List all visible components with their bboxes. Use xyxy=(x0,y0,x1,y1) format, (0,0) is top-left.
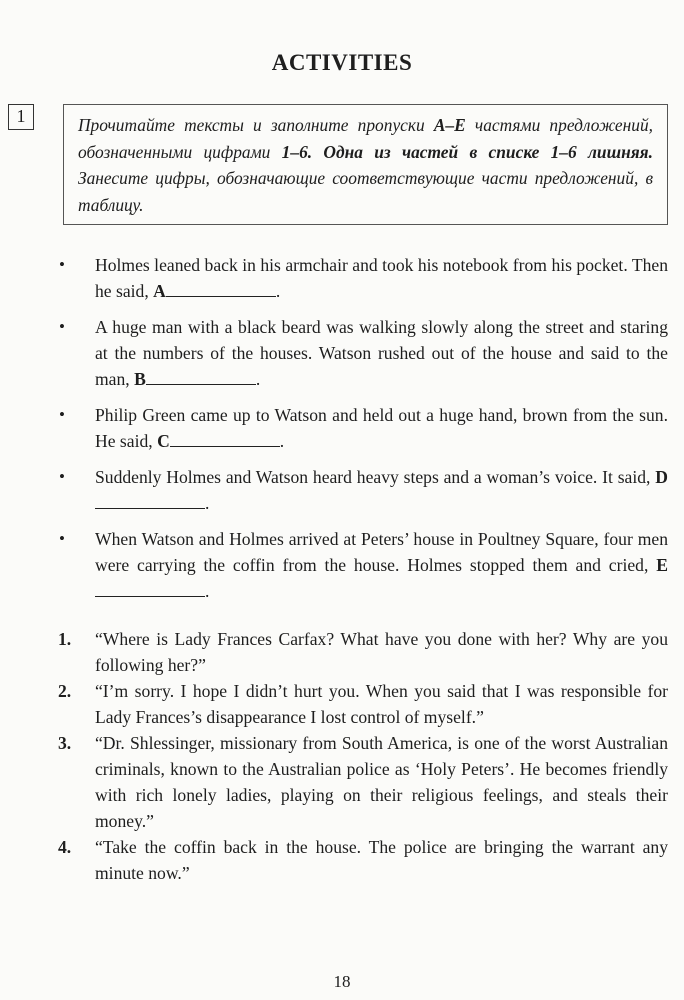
gapped-text-d xyxy=(59,464,668,516)
bullet-icon: • xyxy=(59,255,65,274)
instruction-text-2: частями предложений, обозначенными цифрами xyxy=(78,115,653,162)
instruction-text-1: Прочитайте тексты и заполните пропуски xyxy=(78,115,434,135)
sentence-end: . xyxy=(205,581,210,601)
answer-blank xyxy=(170,432,280,447)
option-number: 1. xyxy=(58,629,72,649)
gap-letter: B xyxy=(134,369,146,389)
instruction-box xyxy=(63,104,668,225)
instruction-bold-2: 1–6. Одна из частей в списке 1–6 лишняя. xyxy=(281,141,653,162)
sentence-end: . xyxy=(279,431,285,451)
sentence-end: . xyxy=(205,493,210,513)
gapped-text-body: Philip Green came up to Watson and held out a huge hand, brown from the sun. He said, xyxy=(95,405,668,451)
option-3 xyxy=(58,730,668,834)
option-text: “Take the coffin back in the house. The police are bringing the warrant any minute now.” xyxy=(95,837,668,883)
gap-letter: C xyxy=(157,431,170,451)
gapped-text-body: When Watson and Holmes arrived at Peters’ house in Poultney Square, four men were carrying the coffin from the house. Holmes stopped them and cried, xyxy=(95,529,668,575)
option-text: “Where is Lady Frances Carfax? What have you done with her? Why are you following her?” xyxy=(95,629,668,675)
option-text: “Dr. Shlessinger, missionary from South America, is one of the worst Australian criminals, known to the Australian police as ‘Holy Peters’. He becomes friendly with rich lonely ladies, playing on their religious feelings, and steals their money.” xyxy=(95,733,668,831)
option-number: 3. xyxy=(58,733,72,753)
bullet-icon: • xyxy=(59,405,65,424)
instruction-bold-1: A–E xyxy=(433,115,466,135)
bullet-icon: • xyxy=(59,467,65,486)
bullet-icon: • xyxy=(59,529,65,548)
option-1 xyxy=(58,626,668,678)
gapped-text-body: A huge man with a black beard was walking slowly along the street and staring at the numbers of the houses. Watson rushed out of the house and said to the man, xyxy=(95,317,668,389)
options-list xyxy=(0,626,684,886)
gap-letter: E xyxy=(656,555,668,575)
gap-letter: D xyxy=(655,467,668,487)
page-title: ACTIVITIES xyxy=(271,50,413,75)
gapped-texts-list xyxy=(0,252,684,614)
answer-blank xyxy=(146,370,256,385)
option-2 xyxy=(58,678,668,730)
instruction-text-3: Занесите цифры, обозначающие соответствующие части предложений, в таблицу. xyxy=(78,168,653,215)
gapped-text-e xyxy=(59,526,668,604)
answer-blank xyxy=(95,582,205,597)
sentence-end: . xyxy=(255,369,261,389)
gapped-text-b xyxy=(59,314,668,392)
answer-blank xyxy=(166,282,276,297)
bullet-icon: • xyxy=(59,317,65,336)
gapped-text-a xyxy=(59,252,668,304)
gap-letter: A xyxy=(153,281,166,301)
sentence-end: . xyxy=(275,281,281,301)
option-4 xyxy=(58,834,668,886)
gapped-text-c xyxy=(59,402,668,454)
option-number: 4. xyxy=(58,837,72,857)
page-number: 18 xyxy=(333,972,351,991)
option-number: 2. xyxy=(58,681,72,701)
gapped-text-body: Holmes leaned back in his armchair and took his notebook from his pocket. Then he said, xyxy=(95,255,668,301)
gapped-text-body: Suddenly Holmes and Watson heard heavy steps and a woman’s voice. It said, xyxy=(95,467,656,487)
answer-blank xyxy=(95,494,205,509)
option-text: “I’m sorry. I hope I didn’t hurt you. When you said that I was responsible for Lady Frances’s disappearance I lost control of myself.” xyxy=(95,681,668,727)
task-number-box: 1 xyxy=(8,104,34,130)
